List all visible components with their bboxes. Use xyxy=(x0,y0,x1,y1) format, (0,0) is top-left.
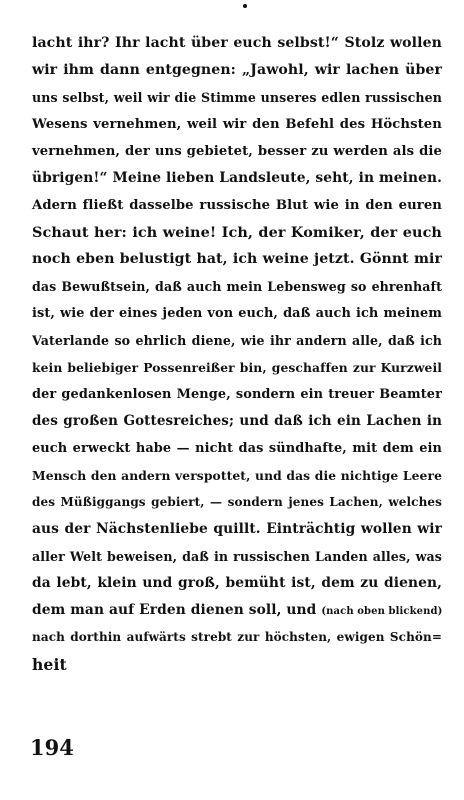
text-line: Adern fließt dasselbe russische Blut wie in den euren xyxy=(32,198,442,213)
page-number: 194 xyxy=(30,735,74,760)
text-line: der gedankenlosen Menge, sondern ein treuer Beamter xyxy=(32,387,442,402)
text-line: vernehmen, der uns gebietet, besser zu werden als die xyxy=(32,144,442,159)
text-line: euch erweckt habe — nicht das sündhafte, mit dem ein xyxy=(32,441,442,456)
text-line: das Bewußtsein, daß auch mein Lebensweg so ehrenhaft xyxy=(32,279,442,294)
text-line: Mensch den andern verspottet, und das die nichtige Leere xyxy=(32,468,442,483)
text-line-with-stage-direction xyxy=(32,597,442,624)
text-line-part: dem man auf Erden dienen soll, und xyxy=(32,602,317,618)
text-line: Schaut her: ich weine! Ich, der Komiker, der euch xyxy=(32,224,442,241)
text-line-last: heit xyxy=(32,655,67,674)
text-line: aus der Nächstenliebe quillt. Einträchtig wollen wir xyxy=(32,521,442,537)
text-line: noch eben belustigt hat, ich weine jetzt. Gönnt mir xyxy=(32,251,442,267)
top-ornament-dot xyxy=(243,4,247,8)
body-text xyxy=(32,30,442,678)
text-line: wir ihm dann entgegnen: „Jawohl, wir lachen über xyxy=(32,62,442,78)
text-line: kein beliebiger Possenreißer bin, geschaffen zur Kurzweil xyxy=(32,360,442,375)
text-line: da lebt, klein und groß, bemüht ist, dem zu dienen, xyxy=(32,575,442,591)
stage-direction: (nach oben blickend) xyxy=(321,606,443,617)
text-line: uns selbst, weil wir die Stimme unseres edlen russischen xyxy=(32,90,442,105)
text-line: lacht ihr? Ihr lacht über euch selbst!“ Stolz wollen xyxy=(32,35,442,51)
text-line: des großen Gottesreiches; und daß ich ein Lachen in xyxy=(32,413,442,429)
text-line: des Müßiggangs gebiert, — sondern jenes Lachen, welches xyxy=(32,495,442,509)
text-line: Wesens vernehmen, weil wir den Befehl des Höchsten xyxy=(32,117,442,132)
text-line: ist, wie der eines jeden von euch, daß auch ich meinem xyxy=(32,306,442,321)
text-line: aller Welt beweisen, daß in russischen Landen alles, was xyxy=(32,549,442,564)
text-line: übrigen!“ Meine lieben Landsleute, seht, in meinen. xyxy=(32,170,442,186)
text-line: nach dorthin aufwärts strebt zur höchsten, ewigen Schön= xyxy=(32,630,442,644)
text-line: Vaterlande so ehrlich diene, wie ihr andern alle, daß ich xyxy=(32,333,442,348)
